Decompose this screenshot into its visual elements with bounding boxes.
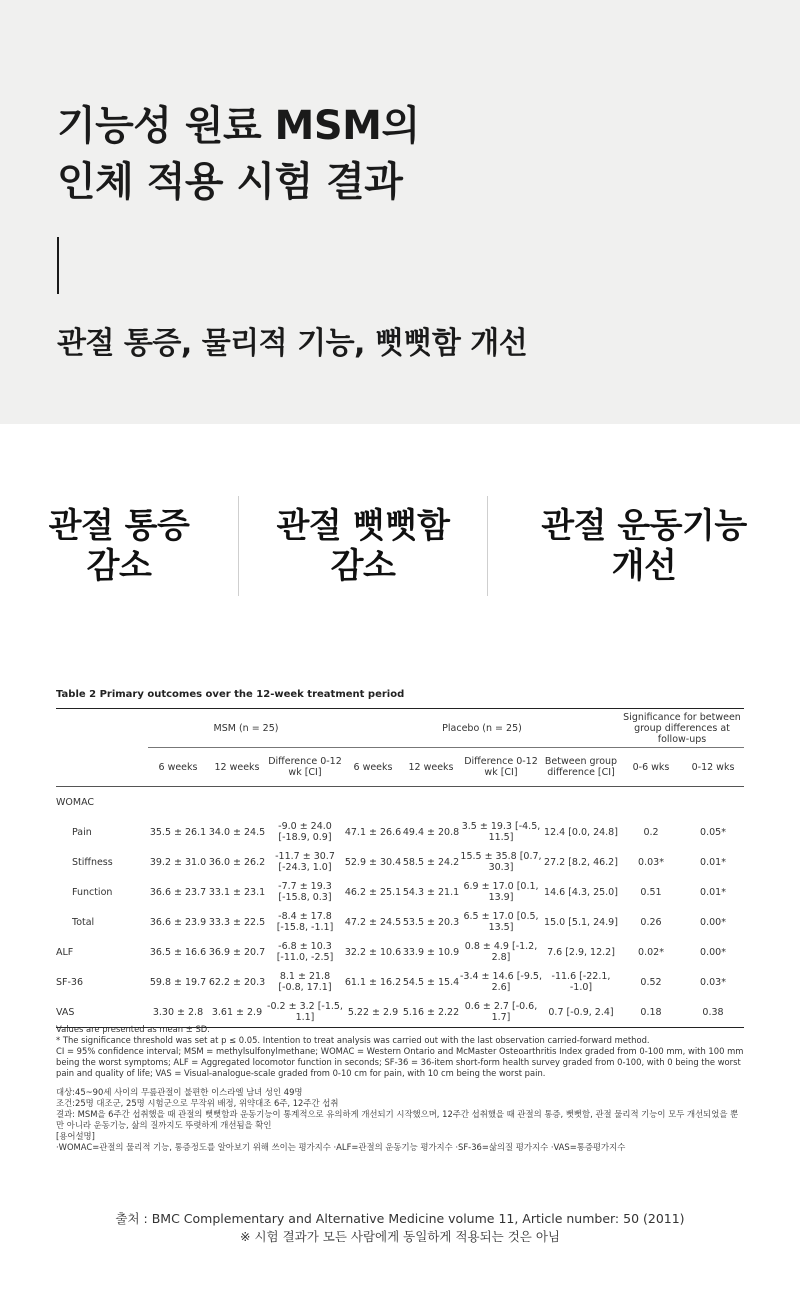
group-header-placebo: Placebo (n = 25) [344,709,620,748]
table-cell: 0.03* [700,976,726,988]
column-header: 0-6 wks [632,761,670,773]
table-cell: 46.2 ± 25.1 [344,886,402,898]
title-line-2: 인체 적용 시험 결과 [57,159,403,205]
effect-function [488,496,800,596]
table-cell: 61.1 ± 16.2 [344,976,402,988]
effect-line: 관절 운동기능 [541,506,747,546]
table-cell: 0.01* [700,886,726,898]
table-cell: 58.5 ± 24.2 [402,856,460,868]
table-cell: -7.7 ± 19.3 [-15.8, 0.3] [278,881,332,903]
results-table-section [56,688,746,1028]
table-cell: 5.22 ± 2.9 [347,1006,399,1018]
row-label: Stiffness [72,856,113,868]
table-cell: 0.00* [700,946,726,958]
table-cell: 3.61 ± 2.9 [211,1006,263,1018]
table-cell: -11.6 [-22.1, -1.0] [551,971,611,993]
table-cell: 0.6 ± 2.7 [-0.6, 1.7] [464,1001,538,1023]
effect-line: 개선 [611,546,677,586]
table-cell: 12.4 [0.0, 24.8] [544,826,618,838]
row-label: Total [72,916,95,928]
table-cell: 52.9 ± 30.4 [344,856,402,868]
table-caption: Table 2 Primary outcomes over the 12-week treatment period [56,689,405,700]
note-kr: ·WOMAC=관절의 물리적 기능, 통증정도를 알아보기 위해 쓰이는 평가지수 ·ALF=관절의 운동기능 평가지수 ·SF-36=삶의질 평가지수 ·VAS=통증평가지수 [56,1142,626,1152]
note-en: CI = 95% confidence interval; MSM = methylsulfonylmethane; WOMAC = Western Ontario and McMaster Osteoarthritis Index graded from 0-100 mm, with 100 mm being the worst symptoms; ALF = Aggregated locomotor function in seconds; SF-36 = 36-item short-form health survey graded from 0-100, with 0 being the worst pain and quality of life; VAS = Visual-analogue-scale graded from 0-10 cm for pain, with 10 cm being the worst pain. [56,1046,744,1078]
section-label: WOMAC [56,796,95,808]
table-cell: 0.00* [700,916,726,928]
table-cell: 49.4 ± 20.8 [402,826,460,838]
table-cell: 0.38 [702,1006,724,1018]
source-section [0,1210,800,1246]
page-title [57,98,420,210]
table-notes [56,1024,746,1153]
table-cell: 8.1 ± 21.8 [-0.8, 17.1] [278,971,332,993]
table-row [56,937,744,967]
row-label: ALF [56,946,74,958]
table-cell: -6.8 ± 10.3 [-11.0, -2.5] [276,941,334,963]
column-header: 12 weeks [408,761,454,773]
table-cell: 39.2 ± 31.0 [149,856,207,868]
table-cell: 36.9 ± 20.7 [208,946,266,958]
table-cell: 0.02* [638,946,664,958]
empty-header [56,709,148,748]
row-label: SF-36 [56,976,84,988]
table-cell: 3.30 ± 2.8 [152,1006,204,1018]
note-kr: [용어설명] [56,1131,95,1141]
row-label: Pain [72,826,92,838]
table-row [56,997,744,1028]
table-cell: 33.3 ± 22.5 [208,916,266,928]
table-column-header [56,748,744,787]
group-header-msm: MSM (n = 25) [148,709,344,748]
table-cell: 0.05* [700,826,726,838]
table-cell: 36.6 ± 23.9 [149,916,207,928]
table-cell: 0.26 [640,916,662,928]
table-cell: 0.52 [640,976,662,988]
column-header: Difference 0-12 wk [CI] [268,756,342,778]
table-cell: 36.0 ± 26.2 [208,856,266,868]
table-cell: 47.1 ± 26.6 [344,826,402,838]
table-cell: 36.5 ± 16.6 [149,946,207,958]
table-cell: 32.2 ± 10.6 [344,946,402,958]
table-cell: 7.6 [2.9, 12.2] [547,946,615,958]
table-cell: 0.8 ± 4.9 [-1.2, 2.8] [464,941,538,963]
row-label: VAS [56,1006,75,1018]
table-cell: 53.5 ± 20.3 [402,916,460,928]
column-header: 0-12 wks [691,761,735,773]
hero-section [0,0,800,424]
vertical-divider [57,237,59,294]
table-cell: 6.9 ± 17.0 [0.1, 13.9] [463,881,539,903]
table-cell: 35.5 ± 26.1 [149,826,207,838]
column-header: Difference 0-12 wk [CI] [464,756,538,778]
table-cell: 14.6 [4.3, 25.0] [544,886,618,898]
table-cell: 47.2 ± 24.5 [344,916,402,928]
note-kr: 조건:25명 대조군, 25명 시험군으로 무작위 배정, 위약대조 6주, 12주간 섭취 [56,1098,339,1108]
table-cell: 27.2 [8.2, 46.2] [544,856,618,868]
table-cell: 15.0 [5.1, 24.9] [544,916,618,928]
page-subtitle: 관절 통증, 물리적 기능, 뻣뻣함 개선 [57,326,528,361]
table-cell: 5.16 ± 2.22 [402,1006,460,1018]
table-cell: 6.5 ± 17.0 [0.5, 13.5] [463,911,539,933]
table-row [56,817,744,847]
effect-pain [0,496,239,596]
table-cell: -9.0 ± 24.0 [-18.9, 0.9] [278,821,332,843]
table-row [56,877,744,907]
table-cell: 0.7 [-0.9, 2.4] [548,1006,614,1018]
effect-line: 관절 통증 [48,506,190,546]
table-cell: 3.5 ± 19.3 [-4.5, 11.5] [461,821,541,843]
source-citation: 출처 : BMC Complementary and Alternative Medicine volume 11, Article number: 50 (2011) [115,1211,685,1226]
table-cell: -11.7 ± 30.7 [-24.3, 1.0] [275,851,335,873]
table-cell: 0.03* [638,856,664,868]
effects-row [0,496,800,596]
effect-line: 감소 [330,546,396,586]
source-disclaimer: ※ 시험 결과가 모든 사람에게 동일하게 적용되는 것은 아님 [240,1229,560,1244]
table-cell: 0.51 [640,886,662,898]
table-cell: 33.1 ± 23.1 [208,886,266,898]
table-cell: 34.0 ± 24.5 [208,826,266,838]
results-table [56,708,744,1028]
table-cell: 59.8 ± 19.7 [149,976,207,988]
table-cell: 15.5 ± 35.8 [0.7, 30.3] [460,851,542,873]
column-header: 6 weeks [158,761,198,773]
column-header: 12 weeks [214,761,260,773]
table-cell: 54.5 ± 15.4 [402,976,460,988]
table-group-header [56,709,744,748]
table-cell: 0.2 [643,826,659,838]
title-line-1: 기능성 원료 MSM의 [57,103,420,149]
table-cell: 36.6 ± 23.7 [149,886,207,898]
table-cell: 62.2 ± 20.3 [208,976,266,988]
table-row [56,967,744,997]
note-kr: 결과: MSM을 6주간 섭취했을 때 관절의 뻣뻣함과 운동기능이 통계적으로 유의하게 개선되기 시작했으며, 12주간 섭취했을 때 관절의 통증, 뻣뻣함, 관절 물리적 기능이 모두 개선되었을 뿐만 아니라 운동기능, 삶의 질까지도 뚜렷하게 개선됨을 확인 [56,1109,739,1130]
table-cell: 0.01* [700,856,726,868]
empty-header [56,748,148,787]
effect-stiffness [239,496,488,596]
table-row [56,907,744,937]
table-section-row [56,787,744,818]
table-cell: 33.9 ± 10.9 [402,946,460,958]
column-header: Between group difference [CI] [544,756,618,778]
effect-line: 감소 [86,546,152,586]
group-header-significance: Significance for between group differences at follow-ups [620,709,744,748]
effect-line: 관절 뻣뻣함 [276,506,450,546]
note-kr: 대상:45~90세 사이의 무릎관절이 불편한 이스라엘 남녀 성인 49명 [56,1087,303,1097]
note-en: Values are presented as mean ± SD. [56,1024,210,1034]
table-cell: 54.3 ± 21.1 [402,886,460,898]
row-label: Function [72,886,113,898]
table-cell: -8.4 ± 17.8 [-15.8, -1.1] [276,911,334,933]
table-cell: 0.18 [640,1006,662,1018]
column-header: 6 weeks [353,761,393,773]
table-cell: -3.4 ± 14.6 [-9.5, 2.6] [460,971,542,993]
note-en: * The significance threshold was set at p ≤ 0.05. Intention to treat analysis was carried out with the last observation carried-forward method. [56,1035,650,1045]
table-row [56,847,744,877]
table-cell: -0.2 ± 3.2 [-1.5, 1.1] [267,1001,343,1023]
